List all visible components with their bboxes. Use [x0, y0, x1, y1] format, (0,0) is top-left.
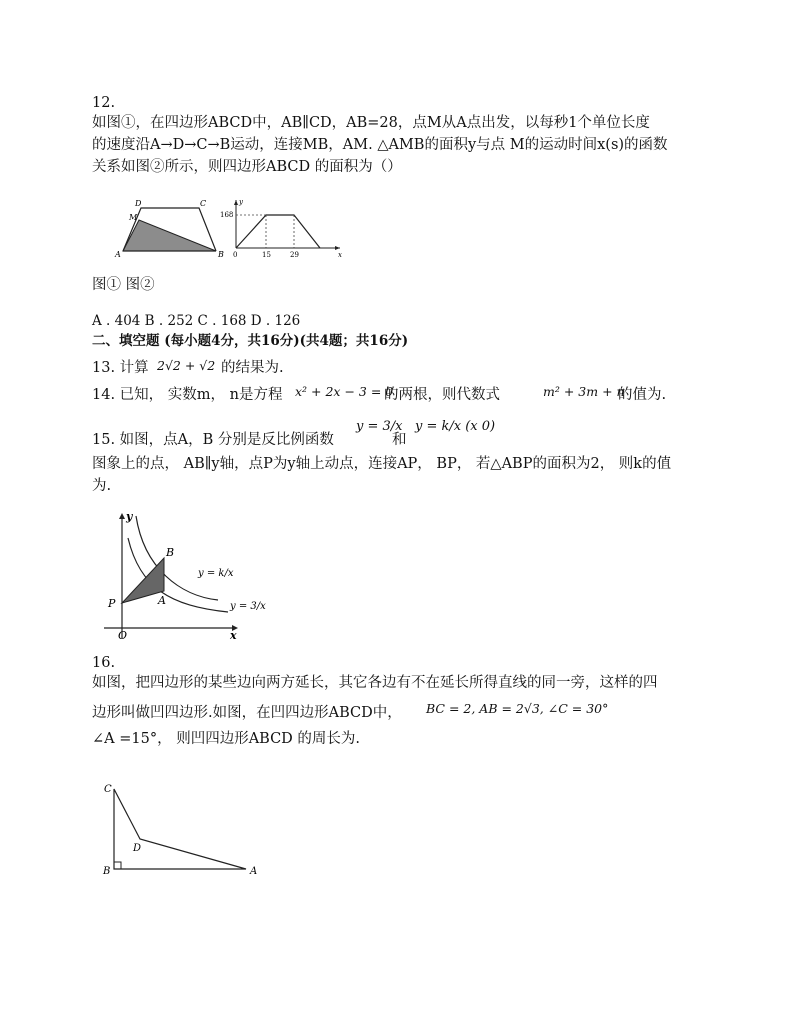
q13-suffix: 的结果为.	[221, 360, 284, 376]
x-label: x	[338, 251, 342, 259]
label-A: A	[158, 594, 166, 607]
q16-conditions: BC = 2, AB = 2√3, ∠C = 30°	[426, 701, 609, 716]
label-A: A	[250, 866, 258, 877]
origin-label: 0	[233, 251, 238, 259]
q15-conj: 和	[392, 432, 407, 448]
q13-prefix: 13. 计算	[92, 360, 149, 376]
label-curve-3: y = 3/x	[230, 601, 266, 612]
label-P: P	[108, 597, 116, 610]
q15-line3: 为.	[92, 478, 112, 494]
q12-number: 12.	[92, 95, 116, 111]
q14-middle: 的两根，则代数式	[384, 387, 500, 403]
q12-options: A . 404 B . 252 C . 168 D . 126	[92, 313, 301, 329]
q14-prefix: 14. 已知， 实数m， n是方程	[92, 387, 283, 403]
q16-line3: ∠A =15°， 则凹四边形ABCD 的周长为.	[92, 731, 361, 747]
label-A: A	[115, 250, 121, 259]
tick-15: 15	[262, 251, 271, 259]
q15-func1: y = 3/x	[356, 419, 403, 434]
concave-quadrilateral	[114, 789, 246, 869]
right-angle-mark	[114, 862, 121, 869]
y-label: y	[239, 198, 243, 206]
label-B: B	[218, 250, 224, 259]
q12-figure-2	[220, 196, 348, 262]
q14-equation: x² + 2x − 3 = 0	[295, 384, 394, 399]
q13-expression: 2√2 + √2	[157, 358, 216, 373]
q14-expression: m² + 3m + n	[543, 384, 625, 399]
q16-figure	[100, 782, 270, 880]
q12-line1: 如图①，在四边形ABCD中，AB∥CD，AB=28，点M从A点出发，以每秒1个单位长度	[92, 115, 650, 131]
shaded-triangle-amb	[123, 220, 216, 251]
q15-prefix: 15. 如图，点A，B 分别是反比例函数	[92, 432, 334, 448]
q12-line3: 关系如图②所示，则四边形ABCD 的面积为（）	[92, 159, 402, 175]
label-D: D	[133, 843, 142, 854]
label-x: x	[230, 629, 237, 642]
q14-suffix: 的值为.	[618, 387, 667, 403]
q16-line1: 如图，把四边形的某些边向两方延长，其它各边有不在延长所得直线的同一旁，这样的四	[92, 675, 658, 691]
label-M: M	[129, 213, 138, 222]
tick-168: 168	[220, 211, 234, 219]
tick-29: 29	[290, 251, 299, 259]
label-B: B	[103, 866, 111, 877]
q16-number: 16.	[92, 655, 116, 671]
label-y: y	[126, 510, 133, 523]
q12-figure-1	[115, 196, 225, 262]
q15-line2: 图象上的点， AB∥y轴，点P为y轴上动点，连接AP， BP， 若△ABP的面积为2， 则k的值	[92, 456, 672, 472]
label-C: C	[200, 199, 207, 208]
label-B: B	[166, 546, 175, 559]
q15-func2: y = k/x (x 0)	[415, 419, 496, 434]
label-O: O	[118, 629, 128, 642]
q15-figure	[100, 508, 270, 640]
q12-line2: 的速度沿A→D→C→B运动，连接MB，AM. △AMB的面积y与点 M的运动时间x(s)的函数	[92, 137, 668, 153]
label-D: D	[135, 199, 142, 208]
section-2-title: 二、填空题 (每小题4分，共16分)(共4题；共16分)	[92, 333, 409, 349]
q16-line2: 边形叫做凹四边形.如图，在凹四边形ABCD中，	[92, 705, 402, 721]
label-curve-k: y = k/x	[198, 568, 234, 579]
graph-line	[236, 215, 320, 248]
q12-fig-caption: 图① 图②	[92, 277, 155, 293]
label-C: C	[104, 784, 112, 795]
